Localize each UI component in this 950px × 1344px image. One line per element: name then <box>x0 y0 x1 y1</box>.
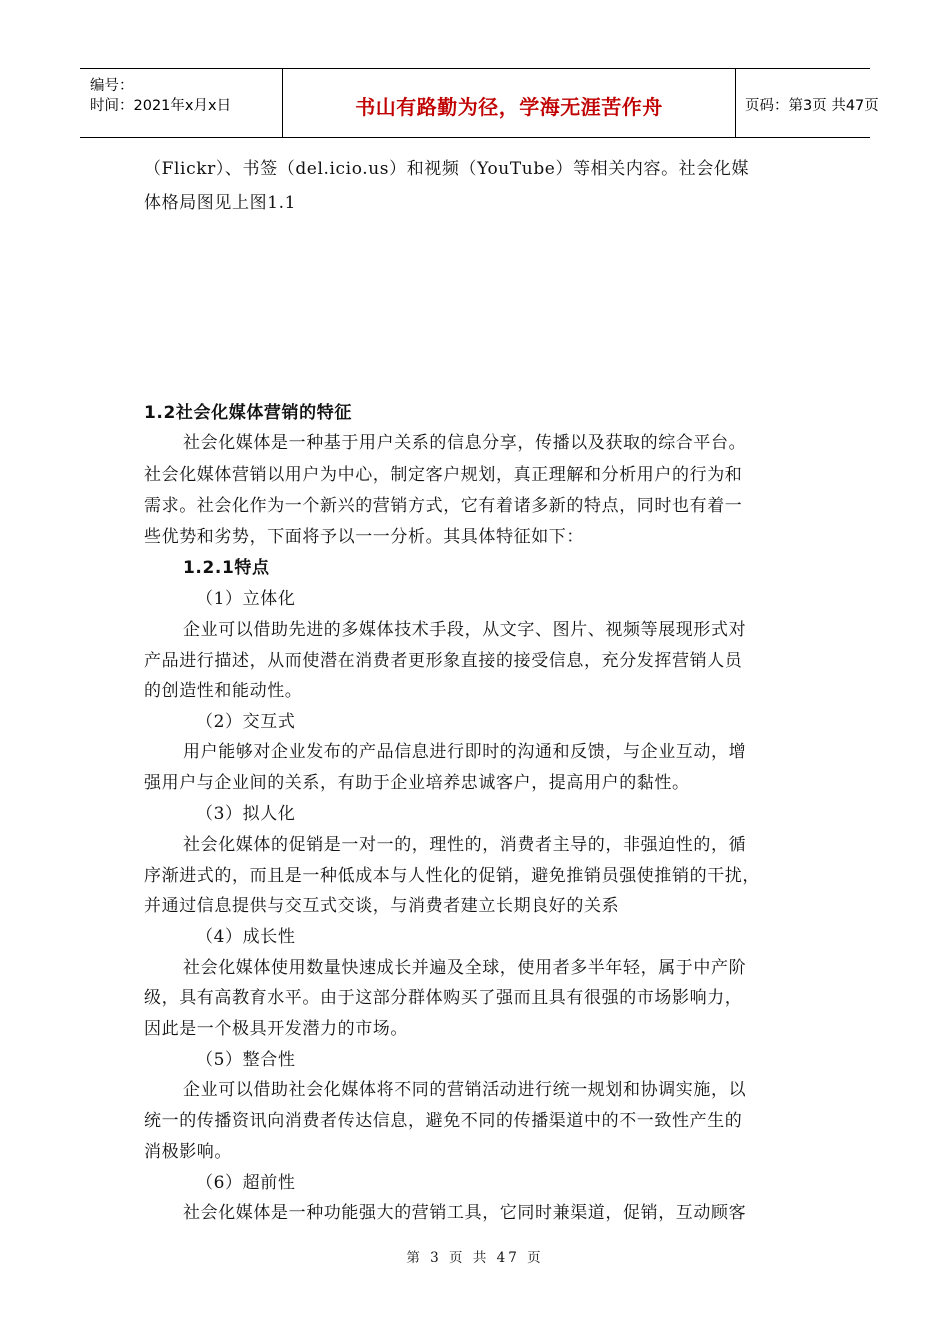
item-label: （4）成长性 <box>196 927 296 947</box>
number-label: 编号： <box>90 78 134 94</box>
item-line: 级，具有高教育水平。由于这部分群体购买了强而且具有很强的市场影响力， <box>144 988 743 1008</box>
paragraph-line: 社会化媒体营销以用户为中心，制定客户规划，真正理解和分析用户的行为和 <box>144 465 743 485</box>
item-line: 统一的传播资讯向消费者传达信息，避免不同的传播渠道中的不一致性产生的 <box>144 1111 743 1131</box>
item-label: （1）立体化 <box>196 589 296 609</box>
item-line: 社会化媒体的促销是一对一的，理性的，消费者主导的，非强迫性的，循 <box>183 835 747 855</box>
paragraph-line: 需求。社会化作为一个新兴的营销方式，它有着诸多新的特点，同时也有着一 <box>144 496 743 516</box>
item-label: （3）拟人化 <box>196 804 296 824</box>
item-line: 产品进行描述，从而使潜在消费者更形象直接的接受信息，充分发挥营销人员 <box>144 651 743 671</box>
item-line: 强用户与企业间的关系，有助于企业培养忠诚客户，提高用户的黏性。 <box>144 773 690 793</box>
subsection-title: 1.2.1特点 <box>183 558 270 578</box>
date-line: 时间：2021年x月x日 <box>90 98 232 114</box>
header-right-cell <box>735 69 879 137</box>
header-left-cell <box>80 69 282 137</box>
page-footer: 第 3 页 共 47 页 <box>406 1250 544 1266</box>
item-line: 的创造性和能动性。 <box>144 681 303 701</box>
item-line: 用户能够对企业发布的产品信息进行即时的沟通和反馈，与企业互动，增 <box>183 742 747 762</box>
item-label: （5）整合性 <box>196 1050 296 1070</box>
item-line: 社会化媒体是一种功能强大的营销工具，它同时兼渠道，促销，互动顾客 <box>183 1203 747 1223</box>
page-info: 页码：第3页 共47页 <box>745 98 879 114</box>
item-line: 企业可以借助社会化媒体将不同的营销活动进行统一规划和协调实施，以 <box>183 1080 747 1100</box>
item-line: 企业可以借助先进的多媒体技术手段，从文字、图片、视频等展现形式对 <box>183 620 747 640</box>
header-center-cell <box>282 69 736 137</box>
paragraph-line: 社会化媒体是一种基于用户关系的信息分享，传播以及获取的综合平台。 <box>183 433 747 453</box>
paragraph-line: 些优势和劣势，下面将予以一一分析。其具体特征如下： <box>144 527 584 547</box>
item-line: 消极影响。 <box>144 1142 232 1162</box>
item-line: 序渐进式的，而且是一种低成本与人性化的促销，避免推销员强使推销的干扰， <box>144 866 760 886</box>
page-header <box>80 68 879 138</box>
intro-line: 体格局图见上图1.1 <box>144 193 297 213</box>
item-label: （2）交互式 <box>196 712 296 732</box>
motto: 书山有路勤为径，学海无涯苦作舟 <box>355 95 663 119</box>
item-line: 因此是一个极具开发潜力的市场。 <box>144 1019 408 1039</box>
item-line: 社会化媒体使用数量快速成长并遍及全球，使用者多半年轻，属于中产阶 <box>183 958 747 978</box>
section-title: 1.2社会化媒体营销的特征 <box>144 403 352 423</box>
intro-line: （Flickr）、书签（del.icio.us）和视频（YouTube）等相关内容。社会化媒 <box>144 159 750 179</box>
item-label: （6）超前性 <box>196 1173 296 1193</box>
item-line: 并通过信息提供与交互式交谈，与消费者建立长期良好的关系 <box>144 896 620 916</box>
